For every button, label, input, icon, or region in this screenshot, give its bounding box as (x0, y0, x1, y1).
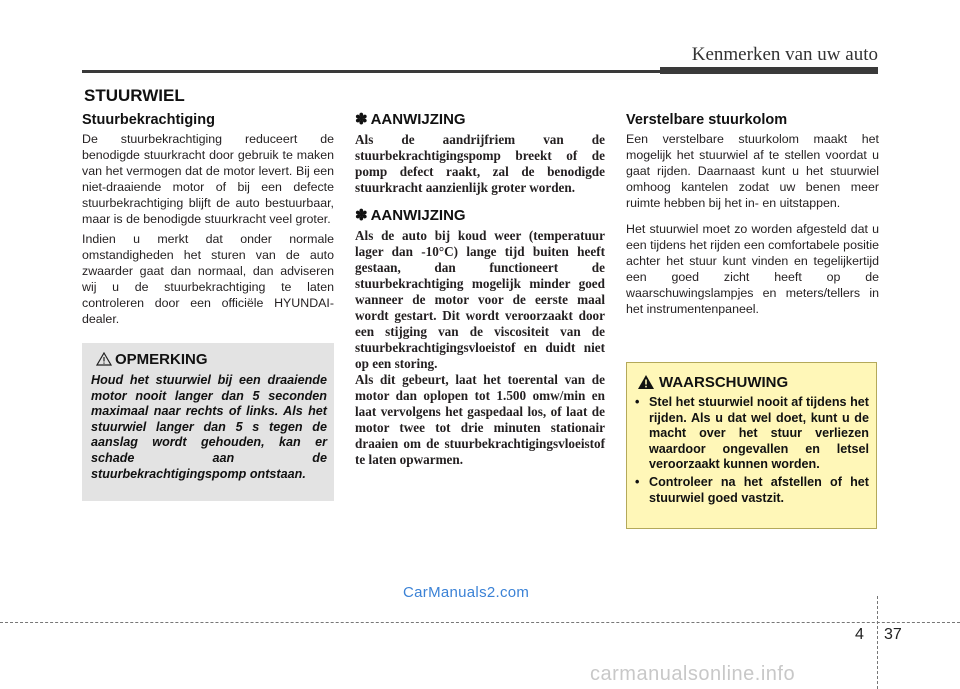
opmerking-box (82, 343, 334, 501)
warning-triangle-icon (96, 352, 112, 366)
page-number: 37 (884, 626, 902, 643)
column-left (82, 112, 334, 327)
chapter-title: Kenmerken van uw auto (691, 44, 878, 65)
asterisk-icon: ✽ (355, 111, 368, 128)
warning-triangle-icon (637, 374, 655, 390)
section-title: STUURWIEL (84, 86, 185, 105)
asterisk-icon: ✽ (355, 207, 368, 224)
site-watermark: carmanualsonline.info (590, 663, 796, 685)
note-title: AANWIJZING (370, 207, 466, 224)
chapter-number: 4 (855, 626, 864, 643)
column-middle (355, 110, 605, 468)
paragraph: Een verstelbare stuurkolom maakt het mogelijk het stuurwiel af te stellen voordat u gaat rijden. Daarnaast kunt u het stuurwiel omhoog kantelen zodat uw benen meer ruimte hebben bij het in- en uitstappen. (626, 132, 879, 210)
footer-divider (0, 622, 960, 623)
waarschuwing-title: WAARSCHUWING (659, 374, 789, 391)
opmerking-title: OPMERKING (115, 351, 208, 368)
note-heading (355, 110, 605, 128)
footer-vertical-divider (877, 596, 878, 689)
list-item: • Stel het stuurwiel nooit af tijdens het rijden. Als u dat wel doet, kunt u de macht over het stuur verliezen waardoor ongevallen en letsel veroorzaakt kunnen worden. (635, 395, 869, 473)
opmerking-text: Houd het stuurwiel bij een draaiende motor nooit langer dan 5 seconden maximaal naar rechts of links. Als het stuurwiel langer dan 5 s tegen de aanslag wordt gehouden, kan er schade aan de stuurbekrachtigingspomp ontstaan. (91, 373, 327, 481)
opmerking-heading (96, 351, 208, 368)
waarschuwing-box (626, 362, 877, 529)
waarschuwing-list (635, 395, 869, 508)
header-accent-bar (660, 67, 878, 74)
column-right (626, 112, 879, 317)
list-item: • Controleer na het afstellen of het stuurwiel goed vastzit. (635, 475, 869, 506)
note-text: Als de aandrijfriem van de stuurbekrachtigingspomp breekt of de pomp defect raakt, zal de benodigde stuurkracht aanzienlijk groter worden. (355, 132, 605, 195)
note-text: Als de auto bij koud weer (temperatuur lager dan -10°C) lange tijd buiten heeft gestaan, dan functioneert de stuurbekrachtiging mogelijk minder goed wanneer de motor voor de eerste maal wordt gestart. Dit wordt veroorzaakt door een stijging van de viscositeit van de stuurbekrachtigingsvloeistof en duidt niet op een storing. (355, 228, 605, 371)
paragraph: Het stuurwiel moet zo worden afgesteld dat u een tijdens het rijden een comfortabele positie achter het stuur kunt vinden en tegelijkertijd een goed zicht heeft op de waarschuwingslampjes en meters/tellers in het instrumentenpaneel. (626, 222, 879, 316)
note-text: Als dit gebeurt, laat het toerental van de motor dan oplopen tot 1.500 omw/min en laat vervolgens het gaspedaal los, of laat de motor twee tot drie minuten stationair draaien om de stuurbekrachtigingsvloeistof te laten opwarmen. (355, 372, 605, 467)
subheading-stuurbekrachtiging: Stuurbekrachtiging (82, 112, 215, 128)
paragraph: De stuurbekrachtiging reduceert de benodigde stuurkracht door gebruik te maken van het vermogen dat de motor levert. Bij een niet-draaiende motor of bij een defecte stuurbekrachtiging blijft de auto bestuurbaar, maar is de benodigde stuurkracht veel groter. (82, 132, 334, 226)
paragraph: Indien u merkt dat onder normale omstandigheden het sturen van de auto zwaarder gaat dan normaal, dan adviseren wij u de stuurbekrachtiging te laten controleren door een officiële HYUNDAI-dealer. (82, 232, 334, 326)
watermark-link[interactable]: CarManuals2.com (403, 584, 530, 601)
waarschuwing-heading (637, 374, 788, 391)
note-heading (355, 206, 605, 224)
note-title: AANWIJZING (370, 111, 466, 128)
subheading-verstelbare-stuurkolom: Verstelbare stuurkolom (626, 112, 788, 128)
